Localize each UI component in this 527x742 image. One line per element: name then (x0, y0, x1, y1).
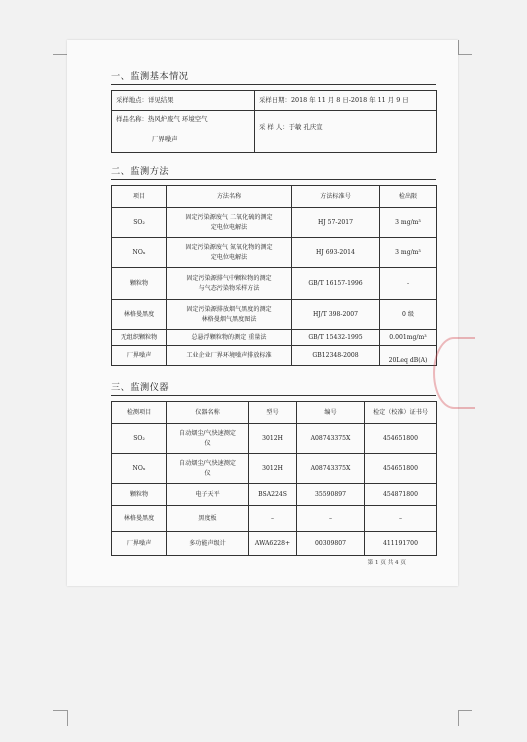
header-detection-limit: 检出限 (380, 186, 437, 208)
row-model: – (249, 506, 297, 532)
header-model: 型号 (249, 402, 297, 424)
row-serial: A08743375X (297, 424, 365, 454)
section3-rule (111, 395, 436, 396)
row-standard: GB/T 15432-1995 (292, 330, 380, 346)
basic-info-table (111, 90, 437, 153)
crop-mark (458, 710, 472, 711)
header-method-name: 方法名称 (167, 186, 292, 208)
section2-title: 二、监测方法 (111, 166, 170, 177)
sample-name-line1: 样品名称：热风炉废气 环境空气 (116, 115, 208, 123)
instrument-line: 电子天平 (195, 490, 220, 498)
row-standard: HJ/T 398-2007 (292, 300, 380, 330)
row-item: SO₂ (112, 208, 167, 238)
table-row (112, 238, 437, 268)
row-serial: A08743375X (297, 454, 365, 484)
row-item: NOₓ (112, 238, 167, 268)
row-instrument (167, 424, 249, 454)
row-item: 颗粒物 (112, 268, 167, 300)
row-item: 林格曼黑度 (112, 506, 167, 532)
header-instrument-name: 仪器名称 (167, 402, 249, 424)
crop-mark (53, 54, 67, 55)
row-cert: 454651800 (365, 454, 437, 484)
table-row (112, 208, 437, 238)
row-method (167, 268, 292, 300)
table-row (112, 454, 437, 484)
row-cert: – (365, 506, 437, 532)
method-line: 定电位电解法 (210, 253, 248, 261)
row-item: NOₓ (112, 454, 167, 484)
row-item: 颗粒物 (112, 484, 167, 506)
method-line: 固定污染源废气 二氧化硫的测定 (185, 214, 273, 222)
sample-name-line2: 厂界噪声 (152, 134, 178, 143)
row-instrument (167, 484, 249, 506)
row-model: 3012H (249, 424, 297, 454)
header-method-standard: 方法标准号 (292, 186, 380, 208)
row-serial: 00309807 (297, 532, 365, 556)
row-limit: - (380, 268, 437, 300)
method-line: 固定污染源排放烟气黑度的测定 (186, 306, 272, 314)
sample-name-cell (112, 111, 255, 153)
row-serial: – (297, 506, 365, 532)
method-line: 固定污染源废气 氮氧化物的测定 (185, 244, 273, 252)
crop-mark (458, 40, 459, 54)
sampling-date: 采样日期：2018 年 11 月 8 日-2018 年 11 月 9 日 (255, 91, 437, 111)
row-serial: 35590897 (297, 484, 365, 506)
row-instrument (167, 454, 249, 484)
instruments-table (111, 401, 437, 556)
header-test-item: 检测项目 (112, 402, 167, 424)
row-limit: 0 级 (380, 300, 437, 330)
table-row (112, 268, 437, 300)
row-method (167, 208, 292, 238)
row-cert: 454651800 (365, 424, 437, 454)
row-limit: 0.001mg/m³ (380, 330, 437, 346)
row-item: 无组织颗粒物 (112, 330, 167, 346)
row-model: 3012H (249, 454, 297, 484)
row-item: 林格曼黑度 (112, 300, 167, 330)
table-row (112, 346, 437, 366)
header-serial: 编号 (297, 402, 365, 424)
sampling-location: 采样地点：详见结果 (112, 91, 255, 111)
row-method (167, 330, 292, 346)
row-standard: GB12348-2008 (292, 346, 380, 366)
section1-title: 一、监测基本情况 (111, 71, 189, 82)
crop-mark (67, 710, 68, 726)
row-limit: 20Leq dB(A) (380, 346, 437, 366)
crop-mark (458, 54, 472, 55)
method-line: 工业企业厂界环境噪声排放标准 (186, 351, 272, 359)
row-cert: 454871800 (365, 484, 437, 506)
page-footer: 第 1 页 共 4 页 (367, 560, 406, 566)
row-limit: 3 mg/m³ (380, 208, 437, 238)
row-standard: GB/T 16157-1996 (292, 268, 380, 300)
table-row (112, 424, 437, 454)
table-row (112, 330, 437, 346)
table-row (112, 300, 437, 330)
section2-rule (111, 179, 436, 180)
crop-mark (458, 710, 459, 726)
samplers: 采 样 人：于敏 孔庆宣 (255, 111, 437, 153)
section3-title: 三、监测仪器 (111, 382, 170, 393)
instrument-line: 多功能声级计 (189, 539, 226, 547)
row-item: 厂界噪声 (112, 532, 167, 556)
row-item: 厂界噪声 (112, 346, 167, 366)
row-model: AWA6228+ (249, 532, 297, 556)
table-row (112, 532, 437, 556)
section1-rule (111, 84, 436, 85)
document-page (67, 40, 458, 586)
method-line: 林格曼烟气黑度图法 (201, 315, 257, 323)
instrument-line: 黑度板 (198, 514, 217, 522)
row-method (167, 346, 292, 366)
row-cert: 411191700 (365, 532, 437, 556)
instrument-line: 仪 (204, 469, 211, 477)
row-method (167, 300, 292, 330)
row-method (167, 238, 292, 268)
methods-table (111, 185, 437, 366)
row-standard: HJ 693-2014 (292, 238, 380, 268)
crop-mark (53, 710, 67, 711)
instrument-line: 自动烟尘/气快速测定 (179, 430, 236, 438)
row-item: SO₂ (112, 424, 167, 454)
instrument-line: 自动烟尘/气快速测定 (179, 460, 236, 468)
row-standard: HJ 57-2017 (292, 208, 380, 238)
seal-stamp-fragment (433, 337, 475, 409)
method-line: 总悬浮颗粒物的测定 重量法 (191, 333, 267, 341)
row-limit: 3 mg/m³ (380, 238, 437, 268)
row-model: BSA224S (249, 484, 297, 506)
header-certificate: 检定（校准）证书号 (365, 402, 437, 424)
method-line: 固定污染源排气中颗粒物的测定 (186, 275, 272, 283)
row-instrument (167, 532, 249, 556)
instrument-line: 仪 (204, 439, 211, 447)
row-instrument (167, 506, 249, 532)
method-line: 定电位电解法 (210, 223, 248, 231)
table-row (112, 484, 437, 506)
method-line: 与气态污染物采样方法 (198, 284, 260, 292)
header-item: 项目 (112, 186, 167, 208)
table-row (112, 506, 437, 532)
